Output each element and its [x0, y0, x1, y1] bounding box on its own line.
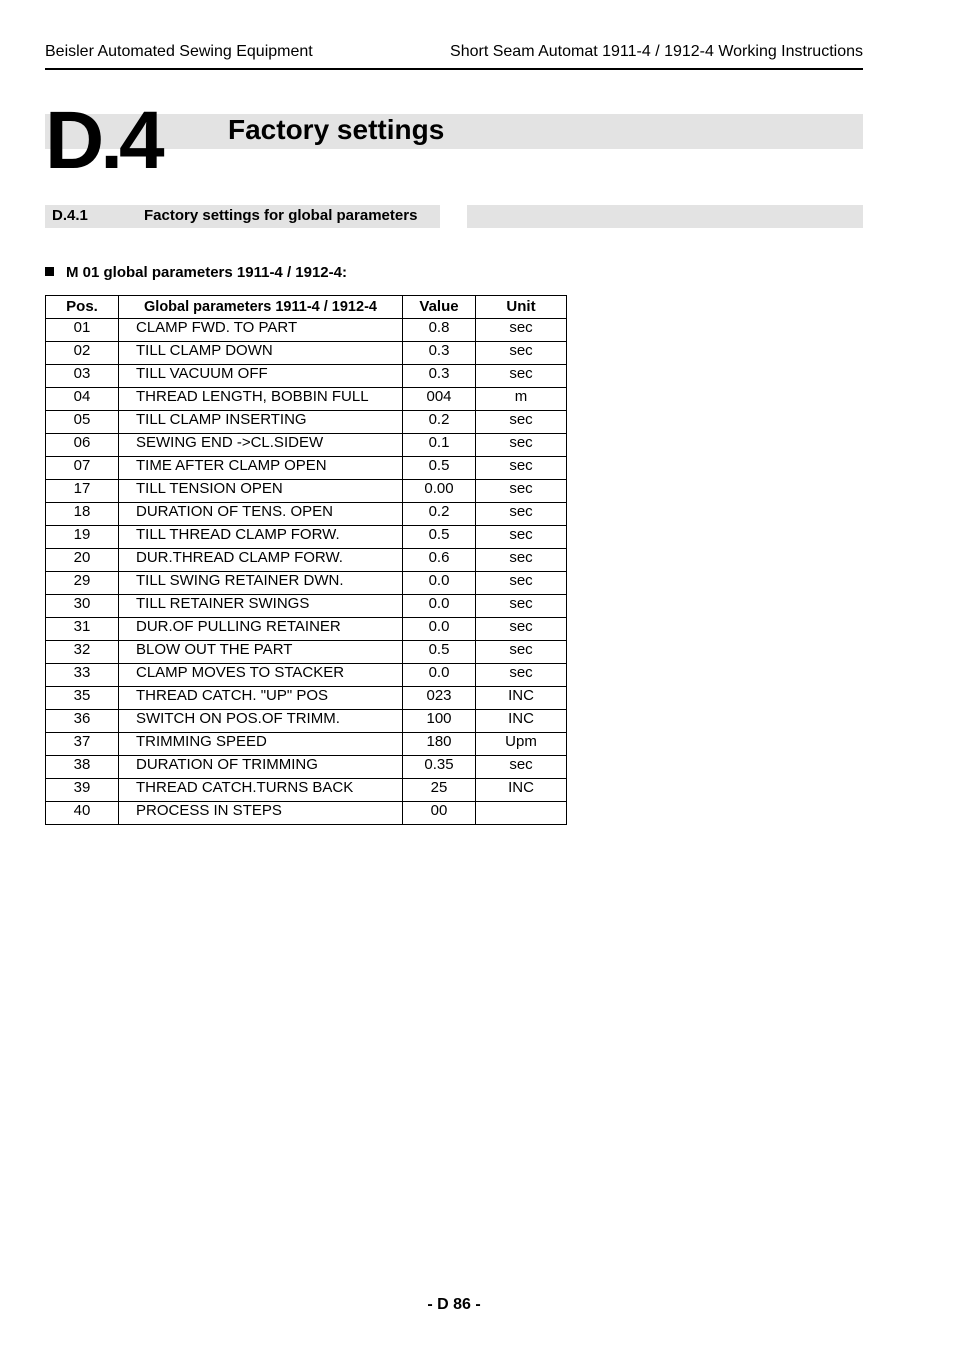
section-number: D.4.1 [52, 207, 88, 224]
table-row [46, 687, 567, 710]
chapter-title-band [45, 114, 863, 149]
column-header-pos: Pos. [46, 296, 119, 319]
bullet-heading-text: M 01 global parameters 1911-4 / 1912-4: [66, 264, 347, 281]
cell-unit: sec [476, 365, 567, 388]
table-row [46, 342, 567, 365]
cell-unit: sec [476, 457, 567, 480]
table-row [46, 733, 567, 756]
header-rule [45, 68, 863, 70]
cell-unit: sec [476, 641, 567, 664]
cell-value: 00 [403, 802, 476, 825]
cell-pos: 18 [46, 503, 119, 526]
cell-value: 0.6 [403, 549, 476, 572]
cell-value: 0.35 [403, 756, 476, 779]
cell-value: 0.5 [403, 641, 476, 664]
cell-pos: 04 [46, 388, 119, 411]
cell-unit: sec [476, 503, 567, 526]
bullet-heading [45, 264, 347, 281]
cell-parameter: TILL TENSION OPEN [119, 480, 403, 503]
cell-parameter: SEWING END ->CL.SIDEW [119, 434, 403, 457]
cell-pos: 20 [46, 549, 119, 572]
cell-value: 100 [403, 710, 476, 733]
cell-pos: 03 [46, 365, 119, 388]
cell-value: 004 [403, 388, 476, 411]
table-row [46, 526, 567, 549]
cell-parameter: TILL CLAMP DOWN [119, 342, 403, 365]
cell-value: 023 [403, 687, 476, 710]
cell-parameter: TIME AFTER CLAMP OPEN [119, 457, 403, 480]
cell-pos: 29 [46, 572, 119, 595]
cell-unit: sec [476, 595, 567, 618]
cell-unit: sec [476, 342, 567, 365]
cell-parameter: TILL THREAD CLAMP FORW. [119, 526, 403, 549]
cell-parameter: DURATION OF TENS. OPEN [119, 503, 403, 526]
cell-unit: sec [476, 480, 567, 503]
cell-parameter: DURATION OF TRIMMING [119, 756, 403, 779]
table-row [46, 641, 567, 664]
cell-value: 0.0 [403, 595, 476, 618]
cell-pos: 17 [46, 480, 119, 503]
cell-value: 0.3 [403, 365, 476, 388]
cell-pos: 31 [46, 618, 119, 641]
page-number: - D 86 - [427, 1296, 481, 1313]
table-row [46, 779, 567, 802]
table-row [46, 388, 567, 411]
cell-value: 0.3 [403, 342, 476, 365]
table-row [46, 480, 567, 503]
cell-parameter: CLAMP MOVES TO STACKER [119, 664, 403, 687]
table-row [46, 365, 567, 388]
cell-parameter: THREAD CATCH.TURNS BACK [119, 779, 403, 802]
cell-pos: 32 [46, 641, 119, 664]
header-right: Short Seam Automat 1911-4 / 1912-4 Working Instructions [450, 43, 863, 60]
table-header-row [46, 296, 567, 319]
cell-unit: sec [476, 664, 567, 687]
cell-pos: 06 [46, 434, 119, 457]
column-header-unit: Unit [476, 296, 567, 319]
cell-unit: sec [476, 319, 567, 342]
cell-parameter: TILL SWING RETAINER DWN. [119, 572, 403, 595]
cell-unit: Upm [476, 733, 567, 756]
cell-unit: INC [476, 710, 567, 733]
cell-parameter: THREAD LENGTH, BOBBIN FULL [119, 388, 403, 411]
cell-pos: 02 [46, 342, 119, 365]
cell-unit [476, 802, 567, 825]
cell-value: 0.1 [403, 434, 476, 457]
table-row [46, 503, 567, 526]
column-header-value: Value [403, 296, 476, 319]
cell-parameter: DUR.OF PULLING RETAINER [119, 618, 403, 641]
cell-pos: 37 [46, 733, 119, 756]
table-row [46, 411, 567, 434]
table-row [46, 572, 567, 595]
cell-parameter: BLOW OUT THE PART [119, 641, 403, 664]
cell-pos: 39 [46, 779, 119, 802]
cell-value: 0.0 [403, 572, 476, 595]
header-left: Beisler Automated Sewing Equipment [45, 43, 313, 60]
column-header-parameter: Global parameters 1911-4 / 1912-4 [119, 296, 403, 319]
cell-unit: sec [476, 434, 567, 457]
table-row [46, 319, 567, 342]
cell-pos: 30 [46, 595, 119, 618]
global-parameters-table [45, 295, 567, 825]
cell-value: 0.0 [403, 664, 476, 687]
cell-value: 25 [403, 779, 476, 802]
cell-parameter: TILL CLAMP INSERTING [119, 411, 403, 434]
table-row [46, 618, 567, 641]
cell-value: 0.8 [403, 319, 476, 342]
cell-pos: 33 [46, 664, 119, 687]
square-bullet-icon [45, 267, 54, 276]
cell-parameter: TRIMMING SPEED [119, 733, 403, 756]
cell-unit: sec [476, 549, 567, 572]
cell-parameter: TILL RETAINER SWINGS [119, 595, 403, 618]
cell-unit: sec [476, 618, 567, 641]
cell-pos: 36 [46, 710, 119, 733]
cell-value: 0.2 [403, 411, 476, 434]
cell-parameter: CLAMP FWD. TO PART [119, 319, 403, 342]
cell-pos: 01 [46, 319, 119, 342]
cell-value: 0.2 [403, 503, 476, 526]
cell-unit: sec [476, 411, 567, 434]
cell-parameter: PROCESS IN STEPS [119, 802, 403, 825]
cell-value: 0.5 [403, 526, 476, 549]
cell-pos: 35 [46, 687, 119, 710]
table-row [46, 595, 567, 618]
cell-parameter: THREAD CATCH. "UP" POS [119, 687, 403, 710]
cell-pos: 38 [46, 756, 119, 779]
cell-pos: 07 [46, 457, 119, 480]
cell-pos: 19 [46, 526, 119, 549]
cell-unit: m [476, 388, 567, 411]
section-title: Factory settings for global parameters [144, 207, 418, 224]
table-row [46, 434, 567, 457]
section-band-right [467, 205, 863, 228]
cell-parameter: TILL VACUUM OFF [119, 365, 403, 388]
cell-unit: INC [476, 687, 567, 710]
chapter-number: D.4 [45, 95, 161, 186]
cell-parameter: DUR.THREAD CLAMP FORW. [119, 549, 403, 572]
cell-pos: 40 [46, 802, 119, 825]
cell-pos: 05 [46, 411, 119, 434]
cell-value: 180 [403, 733, 476, 756]
table-row [46, 802, 567, 825]
cell-unit: sec [476, 756, 567, 779]
table-row [46, 664, 567, 687]
cell-parameter: SWITCH ON POS.OF TRIMM. [119, 710, 403, 733]
cell-value: 0.00 [403, 480, 476, 503]
chapter-title: Factory settings [228, 114, 445, 145]
table-row [46, 756, 567, 779]
cell-value: 0.0 [403, 618, 476, 641]
table-row [46, 549, 567, 572]
table-row [46, 457, 567, 480]
cell-value: 0.5 [403, 457, 476, 480]
cell-unit: sec [476, 572, 567, 595]
table-row [46, 710, 567, 733]
cell-unit: INC [476, 779, 567, 802]
cell-unit: sec [476, 526, 567, 549]
